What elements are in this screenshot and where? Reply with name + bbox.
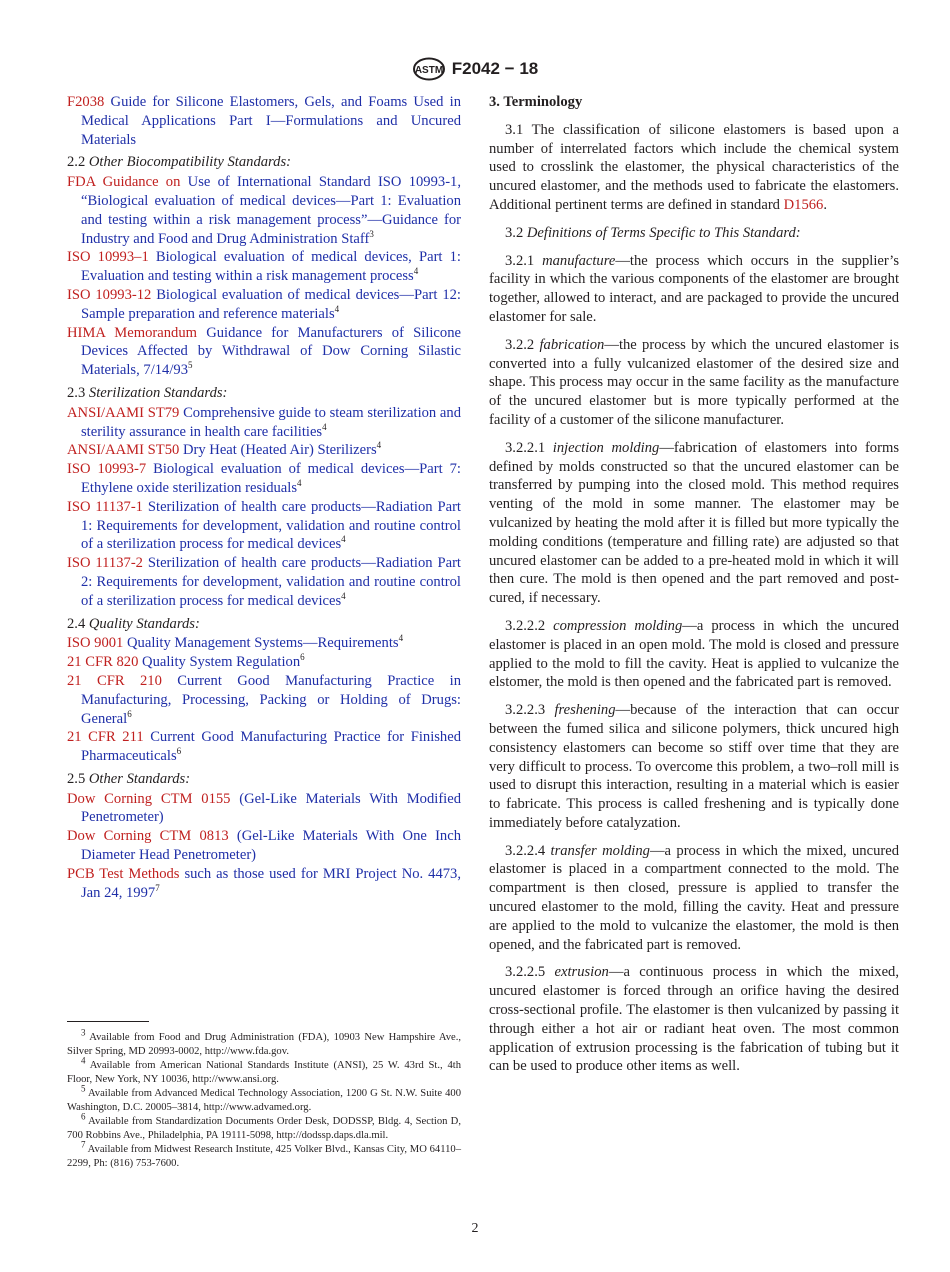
footnote-ref[interactable]: 4 xyxy=(376,440,382,451)
subsection-2-2: 2.2 Other Biocompatibility Standards: xyxy=(67,154,292,171)
footnote-ref[interactable]: 3 xyxy=(369,228,374,239)
reference-title-link[interactable]: Sterilization of health care products—Radiation Part 2: Requirements for development, validation and routine control of a sterilization process for medical devices xyxy=(81,555,461,609)
footnote-ref[interactable]: 4 xyxy=(334,303,340,314)
reference-code-link[interactable]: 21 CFR 820 xyxy=(67,654,139,671)
footnote: $^4$ Available from American National Standards Institute (ANSI), 25 W. 43rd St., 4th Floor, New York, NY 10036, http://www.ansi.org. xyxy=(67,1055,461,1085)
reference-title-link[interactable]: Use of International Standard ISO 10993-1, “Biological evaluation of medical devices—Part 1: Evaluation and testing within a risk management process”—Guidance for Industry and Food and Drug Administration Staff xyxy=(81,174,461,247)
reference-fda-guidance xyxy=(67,173,461,248)
footnote: $^7$ Available from Midwest Research Institute, 425 Volker Blvd., Kansas City, MO 64110–2299, Ph: (816) 753-7600. xyxy=(67,1139,461,1169)
reference-code-link[interactable]: ISO 11137-1 xyxy=(67,498,143,515)
footnote-ref[interactable]: 6 xyxy=(300,652,305,663)
footnote-ref[interactable]: 4 xyxy=(322,421,327,432)
section-heading: 3. Terminology xyxy=(489,94,583,110)
footnote-ref[interactable]: 4 xyxy=(341,534,346,545)
paragraph-3-2-2-5: 3.2.2.5 extrusion—a continuous process in which the mixed, uncured elastomer is forced through an orifice having the desired cross-sectional profile. The elastomer is then vulcanized by passing it through either a hot air or radiant heat oven. The most common application of extrusion processing is the fabrication of tubing but it can be used to produce other items as well. xyxy=(489,964,899,1075)
reference-title-link[interactable]: Sterilization of health care products—Radiation Part 1: Requirements for development, validation and routine control of a sterilization process for medical devices xyxy=(81,498,461,553)
reference-ctm-0155 xyxy=(67,790,461,828)
reference-iso-11137-2 xyxy=(67,554,461,610)
reference-code-link[interactable]: F2038 xyxy=(67,94,105,110)
page-header xyxy=(0,57,950,81)
footnote-ref[interactable]: 5 xyxy=(188,360,193,371)
reference-21-cfr-211 xyxy=(67,728,461,766)
reference-code-link[interactable]: 21 CFR 210 xyxy=(67,672,162,689)
reference-title-link[interactable]: Current Good Manufacturing Practice in Manufacturing, Processing, Packing or Holding of Drugs: General xyxy=(81,672,461,727)
reference-code-link[interactable]: D1566 xyxy=(783,196,824,213)
reference-title-link[interactable]: such as those used for MRI Project No. 4473, Jan 24, 1997 xyxy=(81,865,461,901)
footnote-ref[interactable]: 4 xyxy=(341,590,346,601)
reference-code-link[interactable]: ANSI/AAMI ST50 xyxy=(67,442,180,459)
astm-logo-icon xyxy=(412,57,446,81)
reference-code-link[interactable]: ISO 11137-2 xyxy=(67,555,143,572)
footnote-ref[interactable]: 7 xyxy=(155,882,160,893)
left-column xyxy=(67,93,461,902)
reference-title-link[interactable]: (Gel-Like Materials With Modified Penetrometer) xyxy=(81,790,462,826)
reference-f2038 xyxy=(67,93,461,149)
reference-iso-9001 xyxy=(67,634,461,653)
reference-title-link[interactable]: Dry Heat (Heated Air) Sterilizers xyxy=(179,442,377,459)
reference-title-link[interactable]: (Gel-Like Materials With One Inch Diameter Head Penetrometer) xyxy=(81,828,462,864)
paragraph-3-2-2-4: 3.2.2.4 transfer molding—a process in which the mixed, uncured elastomer is placed in a compartment connected to the mold. The compartment is then closed, pressure is applied to transfer the uncured elastomer to the mold, filling the cavity. Heat and pressure are applied to the mold to vulcanize the elastomer, the mold is then opened, and the fabricated part is removed. xyxy=(489,842,900,953)
footnote-ref[interactable]: 4 xyxy=(398,633,404,644)
paragraph-3-2-1: 3.2.1 manufacture—the process which occurs in the supplier’s facility in which the various components of the elastomer are brought together, allowed to interact, and are packaged to provide the uncured elastomer for sale. xyxy=(489,252,899,325)
footnote-ref[interactable]: 6 xyxy=(127,708,132,719)
footnote-ref[interactable]: 4 xyxy=(297,478,302,489)
footnote-ref[interactable]: 6 xyxy=(176,746,182,757)
footnote-divider xyxy=(67,1021,149,1022)
reference-title-link[interactable]: Biological evaluation of medical devices—Part 7: Ethylene oxide sterilization residuals xyxy=(81,461,461,496)
footnote: $^3$ Available from Food and Drug Administration (FDA), 10903 New Hampshire Ave., Silver Spring, MD 20993-0002, http://www.fda.gov. xyxy=(67,1027,461,1057)
paragraph-3-2-2: 3.2.2 fabrication—the process by which the uncured elastomer is converted into a fully vulcanized elastomer of the desired size and shape. This process may occur in the same facility as the manufacture of the uncured elastomer but is more typically performed at the facility of a customer of the silicone manufacturer. xyxy=(489,336,899,428)
reference-pcb-test-methods xyxy=(67,865,461,903)
subsection-2-5: 2.5 Other Standards: xyxy=(67,770,191,787)
reference-hima-memorandum xyxy=(67,324,461,380)
reference-code-link[interactable]: ANSI/AAMI ST79 xyxy=(67,404,180,421)
right-column xyxy=(489,93,899,1085)
page-number: 2 xyxy=(471,1221,479,1236)
reference-title-link[interactable]: Comprehensive guide to steam sterilization and sterility assurance in health care facilities xyxy=(81,404,461,440)
reference-title-link[interactable]: Guide for Silicone Elastomers, Gels, and Foams Used in Medical Applications Part I—Formulations and Uncured Materials xyxy=(81,94,461,148)
astm-logo-text: ASTM xyxy=(414,65,443,76)
reference-code-link[interactable]: HIMA Memorandum xyxy=(67,324,197,341)
paragraph-3-2-2-2: 3.2.2.2 compression molding—a process in which the uncured elastomer is placed in an open mold. The mold is closed and pressure applied to the mold to fill the cavity. Heat is applied to vulcanize the elstomer, the mold is then opened and the fabricated part is removed. xyxy=(489,617,900,691)
reference-code-link[interactable]: ISO 10993-7 xyxy=(67,461,147,478)
reference-title-link[interactable]: Quality Management Systems—Requirements xyxy=(123,635,399,652)
reference-title-link[interactable]: Quality System Regulation xyxy=(138,654,301,671)
paragraph-3-2: 3.2 Definitions of Terms Specific to This Standard: xyxy=(505,224,801,241)
subsection-2-4: 2.4 Quality Standards: xyxy=(67,615,200,632)
reference-code-link[interactable]: Dow Corning CTM 0155 xyxy=(67,790,231,807)
footnote: $^5$ Available from Advanced Medical Technology Association, 1200 G St. N.W. Suite 400 Washington, D.C. 20005–3814, http://www.advamed.org. xyxy=(67,1083,461,1113)
reference-code-link[interactable]: PCB Test Methods xyxy=(67,865,180,882)
reference-21-cfr-820 xyxy=(67,653,461,672)
reference-ctm-0813 xyxy=(67,827,461,865)
paragraph-3-2-2-3: 3.2.2.3 freshening—because of the interaction that can occur between the fumed silica and silicone polymers, thick uncured high consistency elastomers can become so stiff over time that they are very difficult to process. To overcome this problem, a two–roll mill is used to disrupt this interaction, resulting in a material which is easier to fabricate. This process is called freshening and is typically done immediately before catalyzation. xyxy=(489,702,899,831)
reference-code-link[interactable]: ISO 10993–1 xyxy=(67,249,149,266)
reference-title-link[interactable]: Biological evaluation of medical devices, Part 1: Evaluation and testing within a risk management process xyxy=(81,249,461,285)
paragraph-3-2-2-1: 3.2.2.1 injection molding—fabrication of elastomers into forms defined by molds constructed so that the uncured elastomer can be transferred by pumping into the closed mold. This method requires venting of the mold in some manner. The elastomer may be vulcanized by heating the mold after it is filled but more typically the molding conditions (temperature and filling rate) are adjusted so that uncured elastomer can be added to a pre-heated mold in which it will then cure. The mold is then opened and the part removed and post-cured, if necessary. xyxy=(489,439,899,607)
reference-iso-10993-12 xyxy=(67,286,461,324)
standard-designation: F2042 − 18 xyxy=(451,59,539,78)
footnotes xyxy=(67,1027,461,1171)
reference-iso-10993-7 xyxy=(67,460,461,498)
reference-iso-11137-1 xyxy=(67,498,461,554)
reference-title-link[interactable]: Biological evaluation of medical devices—Part 12: Sample preparation and reference materials xyxy=(81,286,461,322)
reference-code-link[interactable]: FDA Guidance on xyxy=(67,174,181,191)
paragraph-3-1: 3.1 The classification of silicone elastomers is based upon a number of interrelated factors which include the chemical system used to crosslink the elastomer, the physical characteristics of the uncured elastomer, and the methods used to fabricate the elastomers. Additional pertinent terms are defined in standard D1566. xyxy=(489,121,899,213)
subsection-2-3: 2.3 Sterilization Standards: xyxy=(67,384,228,401)
reference-ansi-aami-st50 xyxy=(67,441,461,460)
footnote-ref[interactable]: 4 xyxy=(413,266,419,277)
reference-code-link[interactable]: 21 CFR 211 xyxy=(67,729,144,746)
reference-iso-10993-1 xyxy=(67,248,461,286)
reference-ansi-aami-st79 xyxy=(67,404,461,442)
reference-title-link[interactable]: Guidance for Manufacturers of Silicone Devices Affected by Withdrawal of Dow Corning Silastic Materials, 7/14/93 xyxy=(81,324,461,379)
footnote: $^6$ Available from Standardization Documents Order Desk, DODSSP, Bldg. 4, Section D, 700 Robbins Ave., Philadelphia, PA 19111-5098, http://dodssp.daps.dla.mil. xyxy=(67,1111,461,1141)
reference-title-link[interactable]: Current Good Manufacturing Practice for Finished Pharmaceuticals xyxy=(81,729,461,765)
reference-code-link[interactable]: ISO 9001 xyxy=(67,635,124,652)
reference-code-link[interactable]: Dow Corning CTM 0813 xyxy=(67,828,229,845)
reference-code-link[interactable]: ISO 10993-12 xyxy=(67,286,152,303)
reference-21-cfr-210 xyxy=(67,672,461,728)
